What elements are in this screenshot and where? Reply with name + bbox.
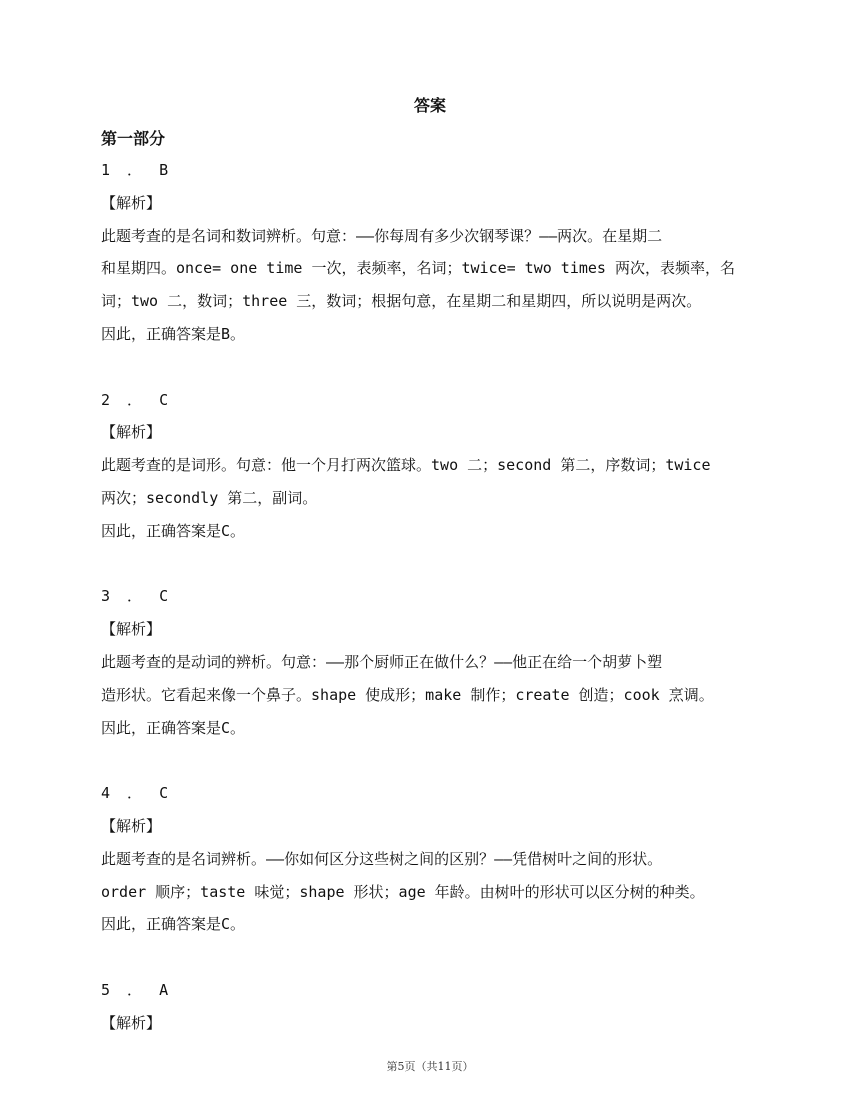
section-heading: 第一部分 (101, 129, 166, 148)
analysis-label: 【解析】 (101, 816, 162, 835)
spacer (101, 548, 761, 581)
analysis-text-line: 词；two 二，数词；three 三，数词；根据句意，在星期二和星期四，所以说明是两次。 (101, 292, 702, 311)
answer-number: 1 ． B (101, 161, 173, 179)
answer-number: 5 ． A (101, 980, 173, 999)
analysis-text-line: 此题考查的是名词辨析。——你如何区分这些树之间的区别？——凭借树叶之间的形状。 (101, 849, 663, 868)
answer-number: 4 ． C (101, 784, 173, 803)
answer-number: 2 ． C (101, 390, 173, 409)
analysis-text-line: 因此，正确答案是C。 (101, 521, 246, 540)
answer-item (101, 777, 761, 974)
analysis-text-line: 两次；secondly 第二，副词。 (101, 488, 318, 507)
analysis-text-line: 此题考查的是词形。句意：他一个月打两次篮球。two 二；second 第二，序数词；twice (101, 456, 711, 475)
page-footer: 第5页（共11页） (386, 1060, 474, 1073)
analysis-label: 【解析】 (101, 1013, 162, 1032)
analysis-label: 【解析】 (101, 193, 162, 212)
answer-number: 3 ． C (101, 587, 173, 606)
analysis-text-line: 和星期四。once= one time 一次，表频率，名词；twice= two times 两次，表频率，名 (101, 259, 735, 278)
answer-item (101, 384, 761, 581)
answer-item (101, 154, 761, 384)
analysis-label: 【解析】 (101, 620, 162, 639)
answer-list (101, 154, 761, 1040)
analysis-text-line: 此题考查的是名词和数词辨析。句意：——你每周有多少次钢琴课？——两次。在星期二 (101, 226, 663, 245)
analysis-text-line: 造形状。它看起来像一个鼻子。shape 使成形；make 制作；create 创造；cook 烹调。 (101, 685, 714, 704)
answer-item (101, 580, 761, 777)
spacer (101, 351, 761, 384)
analysis-label: 【解析】 (101, 423, 162, 442)
page-title: 答案 (413, 96, 446, 115)
analysis-text-line: 因此，正确答案是C。 (101, 718, 246, 737)
analysis-text-line: 因此，正确答案是B。 (101, 324, 246, 343)
analysis-text-line: 因此，正确答案是C。 (101, 915, 246, 934)
answer-item (101, 974, 761, 1040)
spacer (101, 744, 761, 777)
analysis-text-line: order 顺序；taste 味觉；shape 形状；age 年龄。由树叶的形状可以区分树的种类。 (101, 882, 705, 901)
analysis-text-line: 此题考查的是动词的辨析。句意：——那个厨师正在做什么？——他正在给一个胡萝卜塑 (101, 652, 663, 671)
spacer (101, 941, 761, 974)
